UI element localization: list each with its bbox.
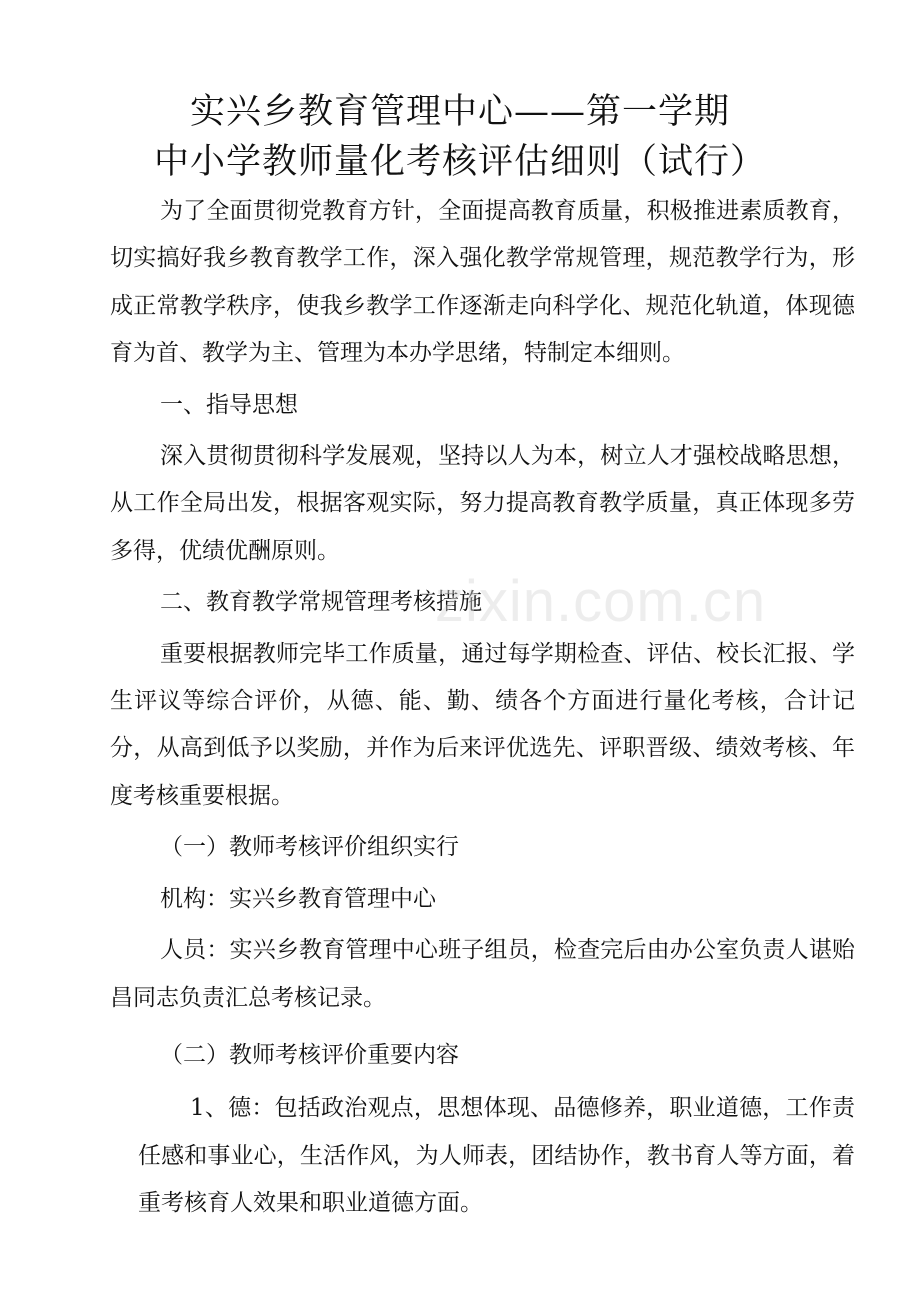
section-1-paragraph: 深入贯彻贯彻科学发展观，坚持以人为本，树立人才强校战略思想，从工作全局出发，根据客观实际，努力提高教育教学质量，真正体现多劳多得，优绩优酬原则。 (110, 443, 855, 564)
document-body (110, 188, 855, 1228)
intro-paragraph: 为了全面贯彻党教育方针，全面提高教育质量，积极推进素质教育，切实搞好我乡教育教学工作，深入强化教学常规管理，规范教学行为，形成正常教学秩序，使我乡教学工作逐渐走向科学化、规范化轨道，体现德育为首、教学为主、管理为本办学思绪，特制定本细则。 (110, 198, 855, 367)
section-2-paragraph: 重要根据教师完毕工作质量，通过每学期检查、评估、校长汇报、学生评议等综合评价，从德、能、勤、绩各个方面进行量化考核，合计记分，从高到低予以奖励，并作为后来评优选先、评职晋级、绩效考核、年度考核重要根据。 (110, 640, 855, 809)
organization-line: 机构：实兴乡教育管理中心 (160, 885, 436, 912)
subsection-1-heading: （一）教师考核评价组织实行 (160, 834, 459, 861)
watermark: zixin.com.cn (435, 569, 767, 634)
subsection-2-heading: （二）教师考核评价重要内容 (160, 1041, 459, 1068)
staff-paragraph: 人员：实兴乡教育管理中心班子组员，检查完后由办公室负责人谌贻昌同志负责汇总考核记录。 (110, 937, 855, 1011)
document-title-line-1: 实兴乡教育管理中心——第一学期 (189, 92, 730, 132)
document-title-line-2: 中小学教师量化考核评估细则（试行） (153, 142, 766, 182)
list-item-morality: 1、德：包括政治观点，思想体现、品德修养，职业道德，工作责任感和事业心，生活作风，为人师表，团结协作，教书育人等方面，着重考核育人效果和职业道德方面。 (138, 1095, 855, 1217)
section-2-heading: 二、教育教学常规管理考核措施 (160, 589, 482, 616)
section-1-heading: 一、指导思想 (160, 391, 298, 418)
